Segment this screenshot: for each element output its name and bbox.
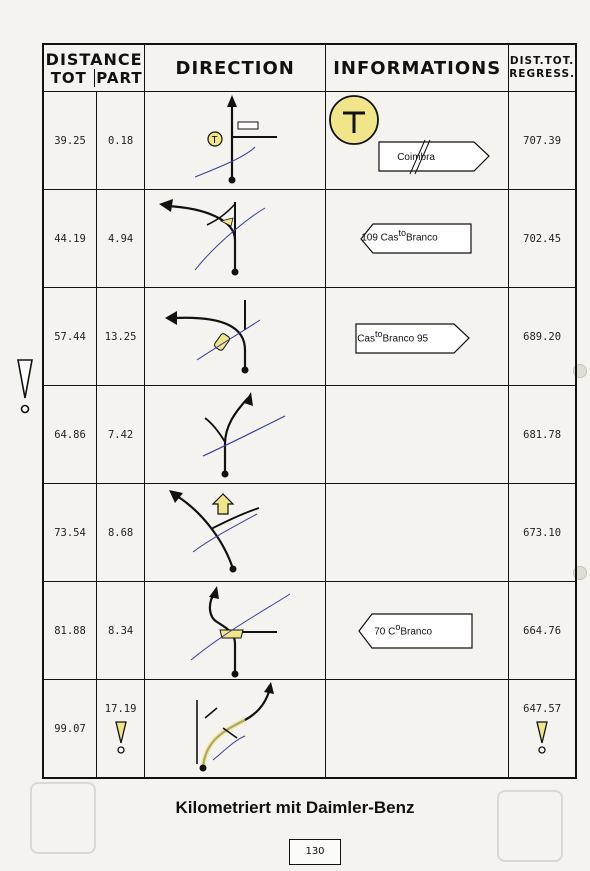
direction-diagram [145, 92, 326, 190]
dist-regress: 702.45 [509, 190, 576, 288]
dist-tot: 73.54 [43, 484, 97, 582]
dist-tot: 39.25 [43, 92, 97, 190]
road-sign-label: 70 $C^oBranco$ [374, 622, 433, 638]
regress-label-2: REGRESS. [509, 68, 575, 80]
direction-diagram [145, 288, 326, 386]
table-header [43, 44, 576, 92]
distance-label: DISTANCE [45, 50, 143, 69]
roadbook-table [42, 43, 577, 779]
dist-tot: 99.07 [43, 680, 97, 779]
warning-triangle-icon [17, 358, 33, 416]
info-cell [326, 92, 509, 190]
dist-tot: 64.86 [43, 386, 97, 484]
sachs-logo-watermark [30, 782, 96, 854]
road-sign-label: Coimbra [397, 152, 435, 163]
table-row [43, 680, 576, 779]
direction-diagram [145, 386, 326, 484]
direction-diagram [145, 582, 326, 680]
distance-header [43, 44, 145, 92]
warning-triangle-icon [115, 721, 127, 755]
table-row [43, 386, 576, 484]
regress-header [509, 44, 576, 92]
regress-label-1: DIST.TOT. [509, 55, 575, 67]
svg-text:T: T [211, 135, 218, 146]
dist-part: 7.42 [97, 386, 145, 484]
table-row [43, 92, 576, 190]
info-cell [326, 190, 509, 288]
warning-triangle-icon [536, 721, 548, 755]
dist-tot: 81.88 [43, 582, 97, 680]
dist-part: 17.19 [97, 680, 145, 779]
dist-tot: 57.44 [43, 288, 97, 386]
info-cell [326, 386, 509, 484]
info-cell [326, 680, 509, 779]
dist-regress: 681.78 [509, 386, 576, 484]
dist-regress: 707.39 [509, 92, 576, 190]
info-cell [326, 582, 509, 680]
page-number: 130 [289, 839, 341, 865]
dist-tot: 44.19 [43, 190, 97, 288]
dist-regress: 664.76 [509, 582, 576, 680]
info-cell [326, 288, 509, 386]
dist-part: 8.68 [97, 484, 145, 582]
dist-regress: 673.10 [509, 484, 576, 582]
dist-regress: 647.57 [509, 680, 576, 779]
road-sign-label: 109 Cas$^{to}$Branco [361, 228, 438, 244]
info-cell [326, 484, 509, 582]
table-row [43, 190, 576, 288]
direction-header: DIRECTION [145, 44, 326, 92]
direction-diagram [145, 190, 326, 288]
dist-part: 8.34 [97, 582, 145, 680]
dist-part: 13.25 [97, 288, 145, 386]
dist-regress: 689.20 [509, 288, 576, 386]
dist-part: 0.18 [97, 92, 145, 190]
tot-label: TOT [44, 69, 95, 87]
t-junction-icon [326, 92, 508, 189]
table-row [43, 582, 576, 680]
direction-diagram [145, 484, 326, 582]
table-row [43, 288, 576, 386]
informations-header: INFORMATIONS [326, 44, 509, 92]
dist-part: 4.94 [97, 190, 145, 288]
road-sign-label: Cas$^{to}$Branco 95 [357, 329, 429, 345]
table-row [43, 484, 576, 582]
footer-title: Kilometriert mit Daimler-Benz [175, 798, 415, 817]
part-label: PART [96, 69, 143, 87]
direction-diagram [145, 680, 326, 779]
